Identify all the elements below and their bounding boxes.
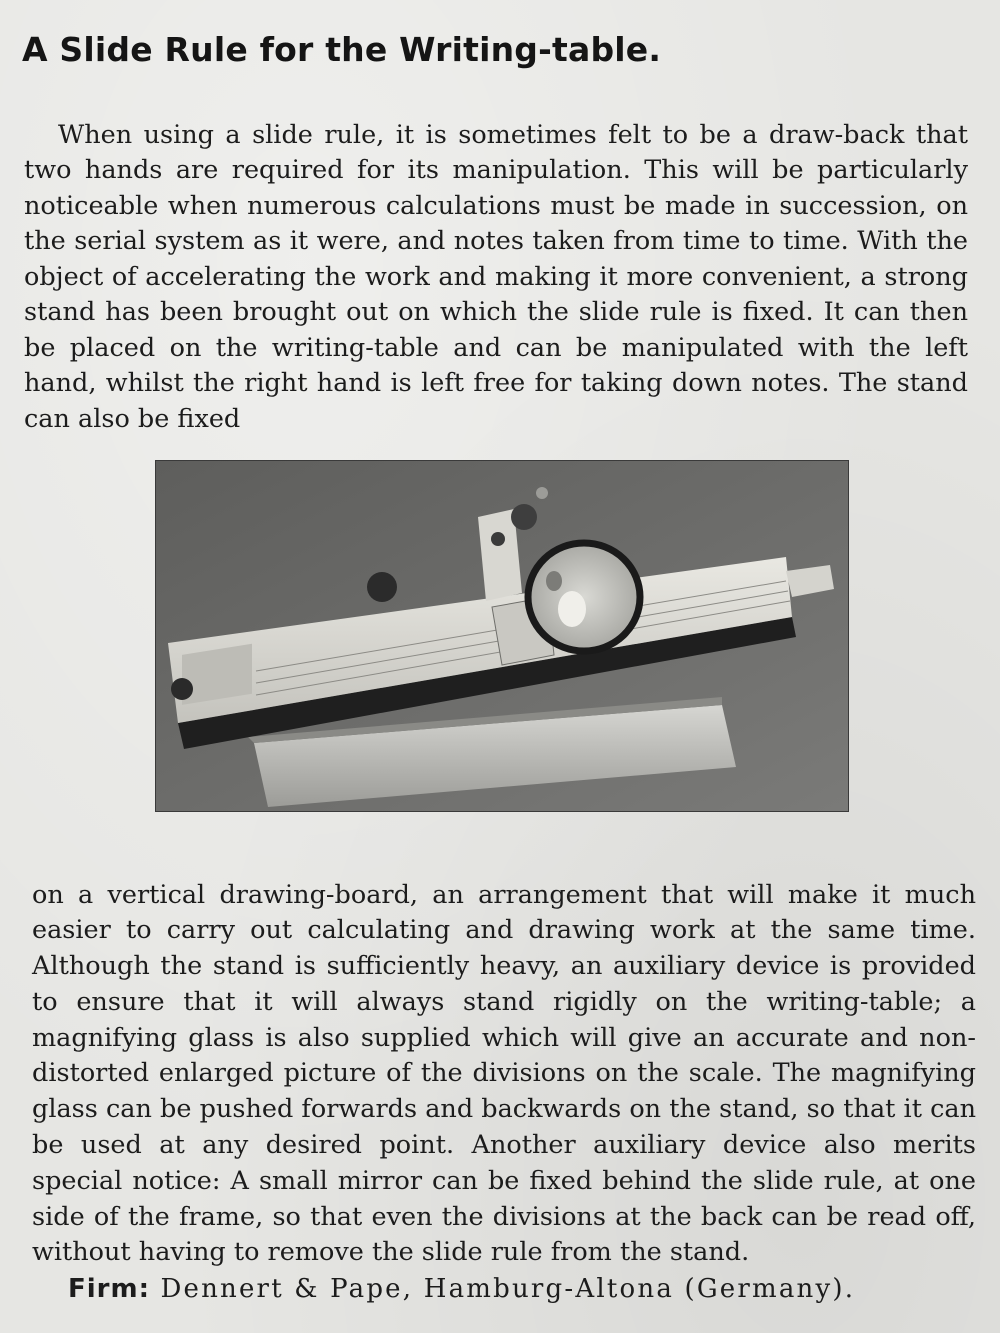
bracket-screw	[491, 532, 505, 546]
article-paragraph-2: on a vertical drawing-board, an arrangement that will make it much easier to carry out calculating and drawing work at the same time. Although the stand is sufficiently heavy, an auxiliary device is provided to ensure that it will always stand rigidly on the writing-table; a magnifying glass is also supplied which will give an accurate and non-distorted enlarged picture of the divisions on the scale. The magnifying glass can be pushed forwards and backwards on the stand, so that it can be used at any desired point. Another auxiliary device also merits special notice: A small mirror can be fixed behind the slide rule, at one side of the frame, so that even the divisions at the back can be read off, without having to remove the slide rule from the stand.	[32, 879, 976, 1268]
article-title: A Slide Rule for the Writing-table.	[22, 30, 662, 69]
credit-label: Firm:	[68, 1274, 150, 1304]
article-paragraph-1: When using a slide rule, it is sometimes felt to be a draw-back that two hands are required for its manipulation. This will be particularly noticeable when numerous calculations must be made in succession, on the serial system as it were, and notes taken from time to time. With the object of accelerating the work and making it more convenient, a strong stand has been brought out on which the slide rule is fixed. It can then be placed on the writing-table and can be manipulated with the left hand, whilst the right hand is left free for taking down notes. The stand can also be fixed	[24, 119, 968, 434]
credit-text: Dennert & Pape, Hamburg-Altona (Germany).	[160, 1274, 856, 1304]
lens-reflection	[558, 591, 586, 627]
lens-arm-joint	[511, 504, 537, 530]
clamp-knob	[171, 678, 193, 700]
lens-arm-tip	[536, 487, 548, 499]
slide-rule-photo	[155, 460, 849, 812]
manufacturer-credit	[68, 1274, 855, 1304]
adjust-knob	[367, 572, 397, 602]
lens-shadow	[546, 571, 562, 591]
slide-rule-illustration	[156, 461, 848, 811]
